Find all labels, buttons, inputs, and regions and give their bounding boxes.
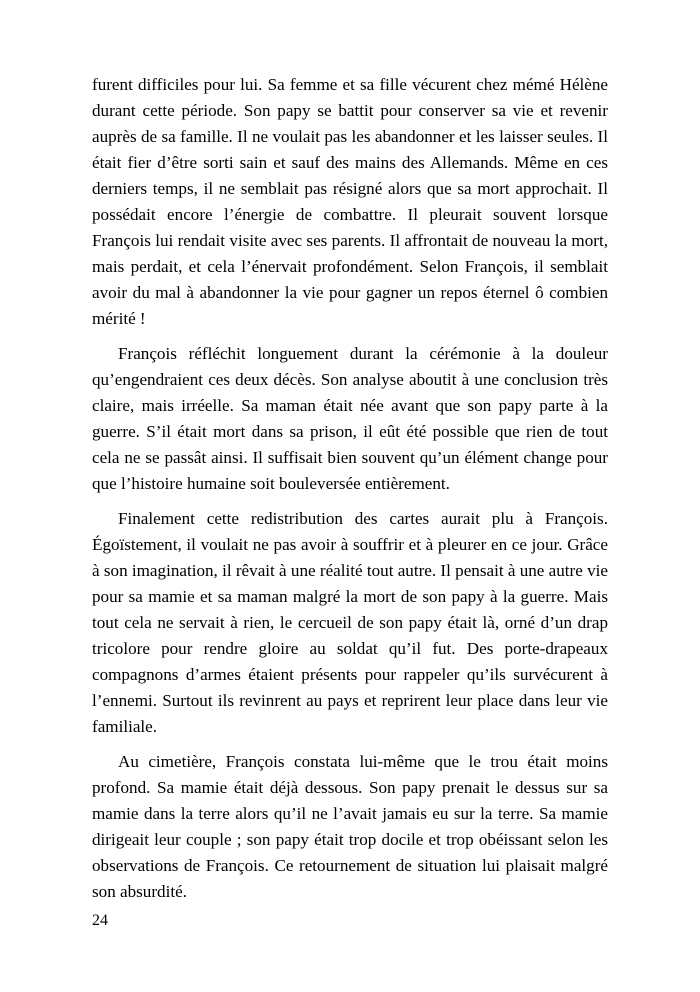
page-number: 24 bbox=[92, 912, 108, 929]
body-text-column bbox=[92, 72, 608, 905]
paragraph-continuation: furent difficiles pour lui. Sa femme et sa fille vécurent chez mémé Hélène durant cette période. Son papy se battit pour conserver sa vie et revenir auprès de sa famille. Il ne voulait pas les abandonner et les laisser seules. Il était fier d’être sorti sain et sauf des mains des Allemands. Même en ces derniers temps, il ne semblait pas résigné alors que sa mort approchait. Il possédait encore l’énergie de combattre. Il pleurait souvent lorsque François lui rendait visite avec ses parents. Il affrontait de nouveau la mort, mais perdait, et cela l’énervait profondément. Selon François, il semblait avoir du mal à abandonner la vie pour gagner un repos éternel ô combien mérité ! bbox=[92, 75, 608, 328]
paragraph-redistribution: Finalement cette redistribution des cartes aurait plu à François. Égoïstement, il voulait ne pas avoir à souffrir et à pleurer en ce jour. Grâce à son imagination, il rêvait à une réalité tout autre. Il pensait à une autre vie pour sa mamie et sa maman malgré la mort de son papy à la guerre. Mais tout cela ne servait à rien, le cercueil de son papy était là, orné d’un drap tricolore pour rendre gloire au soldat qu’il fut. Des porte-drapeaux compagnons d’armes étaient présents pour rappeler qu’ils survécurent à l’ennemi. Surtout ils revinrent au pays et reprirent leur place dans leur vie familiale. bbox=[92, 509, 608, 736]
paragraph-reflexion: François réfléchit longuement durant la cérémonie à la douleur qu’engendraient ces deux décès. Son analyse aboutit à une conclusion très claire, mais irréelle. Sa maman était née avant que son papy parte à la guerre. S’il était mort dans sa prison, il eût été possible que rien de tout cela ne se passât ainsi. Il suffisait bien souvent qu’un élément change pour que l’histoire humaine soit bouleversée entièrement. bbox=[92, 344, 608, 493]
paragraph-cimetiere: Au cimetière, François constata lui-même que le trou était moins profond. Sa mamie était déjà dessous. Son papy prenait le dessus sur sa mamie dans la terre alors qu’il ne l’avait jamais eu sur la terre. Sa mamie dirigeait leur couple ; son papy était trop docile et trop obéissant selon les observations de François. Ce retournement de situation lui plaisait malgré son absurdité. bbox=[92, 752, 608, 901]
